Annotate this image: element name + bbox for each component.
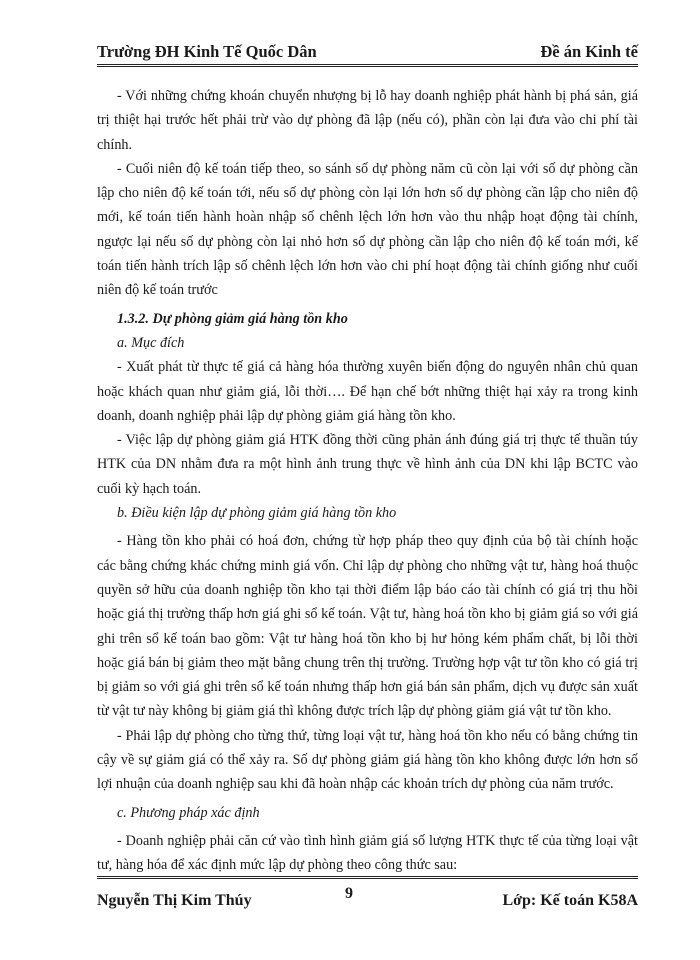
paragraph-5: - Hàng tồn kho phải có hoá đơn, chứng từ hợp pháp theo quy định của bộ tài chính hoặc các bằng chứng khác chứng minh giá vốn. Chỉ lập dự phòng cho những vật tư, hàng hoá thuộc quyền sở hữu của doanh nghiệp tồn kho tại thời điểm lập báo cáo tài chính có giá trị thu hồi hoặc giá thị trường thấp hơn giá ghi sổ kế toán. Vật tư, hàng hoá tồn kho bị giảm giá so với giá ghi trên sổ kế toán bao gồm: Vật tư hàng hoá tồn kho bị hư hỏng kém phẩm chất, bị lỗi thời hoặc giá bán bị giảm theo mặt bằng chung trên thị trường. Trường hợp vật tư tồn kho có giá trị bị giảm so với giá ghi trên sổ kế toán nhưng thấp hơn giá bán sản phẩm, dịch vụ được sản xuất từ vật tư này không bị giảm giá thì không được trích lập dự phòng giảm giá vật tư tồn kho. bbox=[97, 533, 638, 720]
paragraph-3: - Xuất phát từ thực tế giá cả hàng hóa thường xuyên biến động do nguyên nhân chủ quan hoặc khách quan như giảm giá, lỗi thời…. Để hạn chế bớt những thiệt hại xảy ra trong kinh doanh, doanh nghiệp phải lập dự phòng giảm giá hàng tồn kho. bbox=[97, 359, 638, 424]
page-body bbox=[97, 84, 638, 878]
header-university: Trường ĐH Kinh Tế Quốc Dân bbox=[97, 42, 317, 61]
section-heading: 1.3.2. Dự phòng giảm giá hàng tồn kho bbox=[117, 310, 348, 327]
paragraph-4: - Việc lập dự phòng giảm giá HTK đồng thời cũng phản ánh đúng giá trị thực tế thuần túy HTK của DN nhằm đưa ra một hình ảnh trung thực về hình ảnh của DN khi lập BCTC vào cuối kỳ hạch toán. bbox=[97, 432, 638, 497]
footer-class: Lớp: Kế toán K58A bbox=[502, 892, 638, 909]
paragraph-1: - Với những chứng khoán chuyển nhượng bị lỗ hay doanh nghiệp phát hành bị phá sản, giá trị thiệt hại trước hết phải trừ vào dự phòng đã lập (nếu có), phần còn lại đưa vào chi phí tài chính. bbox=[97, 88, 638, 153]
subheading-a: a. Mục đích bbox=[117, 334, 185, 351]
page-header bbox=[97, 38, 638, 67]
paragraph-2: - Cuối niên độ kế toán tiếp theo, so sánh số dự phòng năm cũ còn lại với số dự phòng cần lập cho niên độ kế toán tới, nếu số dự phòng còn lại lớn hơn số dự phòng cần lập cho niên độ mới, kế toán tiến hành hoàn nhập số chênh lệch lớn hơn vào thu nhập hoạt động tài chính, ngược lại nếu số dự phòng còn lại nhỏ hơn số dự phòng cần lập cho niên độ kế toán mới, kế toán tiến hành trích lập số chênh lệch lớn hơn vào chi phí hoạt động tài chính giống như cuối niên độ kế toán trước bbox=[97, 160, 638, 299]
page-footer bbox=[97, 876, 638, 919]
subheading-b: b. Điều kiện lập dự phòng giảm giá hàng tồn kho bbox=[117, 505, 397, 522]
paragraph-7: - Doanh nghiệp phải căn cứ vào tình hình giảm giá số lượng HTK thực tế của từng loại vật tư, hàng hóa để xác định mức lập dự phòng theo công thức sau: bbox=[97, 832, 638, 874]
page-number: 9 bbox=[345, 885, 353, 902]
header-doc-type: Đề án Kinh tế bbox=[540, 42, 638, 61]
paragraph-6: - Phải lập dự phòng cho từng thứ, từng loại vật tư, hàng hoá tồn kho nếu có bằng chứng tin cậy về sự giảm giá có thể xảy ra. Số dự phòng giảm giá hàng tồn kho không được lớn hơn số lợi nhuận của doanh nghiệp sau khi đã hoàn nhập các khoản trích dự phòng của năm trước. bbox=[97, 727, 638, 793]
subheading-c: c. Phương pháp xác định bbox=[117, 804, 260, 821]
footer-author: Nguyễn Thị Kim Thúy bbox=[97, 892, 252, 909]
